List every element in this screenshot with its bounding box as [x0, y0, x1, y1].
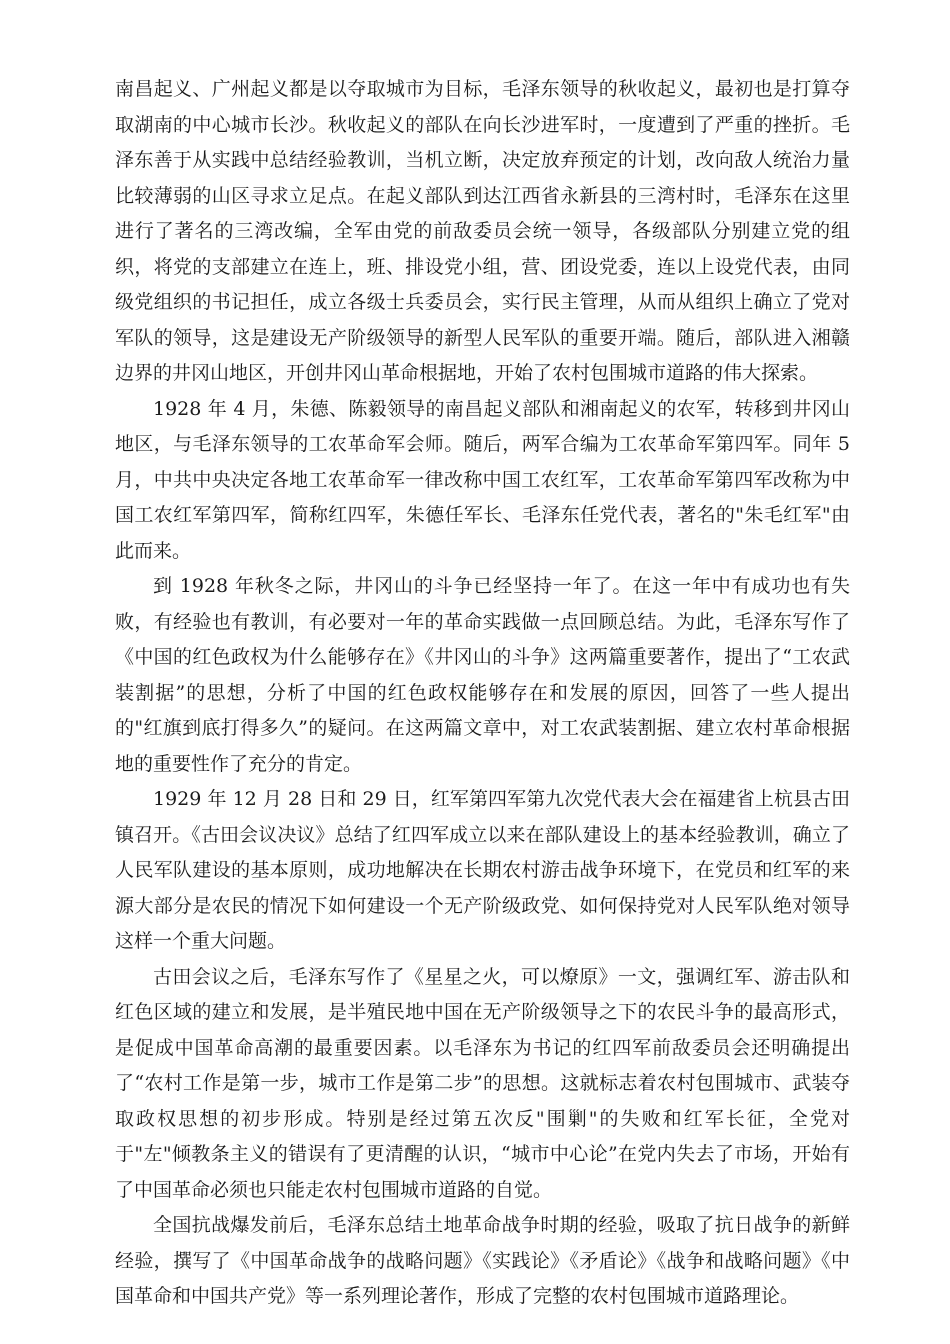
paragraph: 1928 年 4 月，朱德、陈毅领导的南昌起义部队和湘南起义的农军，转移到井冈山地区，与毛泽东领导的工农革命军会师。随后，两军合编为工农革命军第四军。同年 5 月，中共中央决定各地工农革命军一律改称中国工农红军，工农革命军第四军改称为中国工农红军第四军，简称红四军，朱德任军长、毛泽东任党代表，著名的"朱毛红军"由此而来。 [115, 397, 850, 562]
paragraph: 古田会议之后，毛泽东写作了《星星之火，可以燎原》一文，强调红军、游击队和红色区域的建立和发展，是半殖民地中国在无产阶级领导之下的农民斗争的最高形式，是促成中国革命高潮的最重要因素。以毛泽东为书记的红四军前敌委员会还明确提出了“农村工作是第一步，城市工作是第二步”的思想。这就标志着农村包围城市、武装夺取政权思想的初步形成。特别是经过第五次反"围剿"的失败和红军长征，全党对于"左"倾教条主义的错误有了更清醒的认识，“城市中心论”在党内失去了市场，开始有了中国革命必须也只能走农村包围城市道路的自觉。 [115, 965, 850, 1201]
paragraph: 1929 年 12 月 28 日和 29 日，红军第四军第九次党代表大会在福建省上杭县古田镇召开。《古田会议决议》总结了红四军成立以来在部队建设上的基本经验教训，确立了人民军队建设的基本原则，成功地解决在长期农村游击战争环境下，在党员和红军的来源大部分是农民的情况下如何建设一个无产阶级政党、如何保持党对人民军队绝对领导这样一个重大问题。 [115, 788, 850, 952]
paragraph: 到 1928 年秋冬之际，井冈山的斗争已经坚持一年了。在这一年中有成功也有失败，有经验也有教训，有必要对一年的革命实践做一点回顾总结。为此，毛泽东写作了《中国的红色政权为什么能够存在》《井冈山的斗争》这两篇重要著作，提出了“工农武装割据”的思想，分析了中国的红色政权能够存在和发展的原因，回答了一些人提出的"红旗到底打得多久”的疑问。在这两篇文章中，对工农武装割据、建立农村革命根据地的重要性作了充分的肯定。 [115, 575, 850, 775]
document-page [115, 72, 850, 1315]
paragraph: 南昌起义、广州起义都是以夺取城市为目标，毛泽东领导的秋收起义，最初也是打算夺取湖南的中心城市长沙。秋收起义的部队在向长沙进军时，一度遭到了严重的挫折。毛泽东善于从实践中总结经验教训，当机立断，决定放弃预定的计划，改向敌人统治力量比较薄弱的山区寻求立足点。在起义部队到达江西省永新县的三湾村时，毛泽东在这里进行了著名的三湾改编，全军由党的前敌委员会统一领导，各级部队分别建立党的组织，将党的支部建立在连上，班、排设党小组，营、团设党委，连以上设党代表，由同级党组织的书记担任，成立各级士兵委员会，实行民主管理，从而从组织上确立了党对军队的领导，这是建设无产阶级领导的新型人民军队的重要开端。随后，部队进入湘赣边界的井冈山地区，开创井冈山革命根据地，开始了农村包围城市道路的伟大探索。 [115, 78, 850, 384]
paragraph: 全国抗战爆发前后，毛泽东总结土地革命战争时期的经验，吸取了抗日战争的新鲜经验，撰写了《中国革命战争的战略问题》《实践论》《矛盾论》《战争和战略问题》《中国革命和中国共产党》等一系列理论著作，形成了完整的农村包围城市道路理论。 [115, 1214, 850, 1307]
